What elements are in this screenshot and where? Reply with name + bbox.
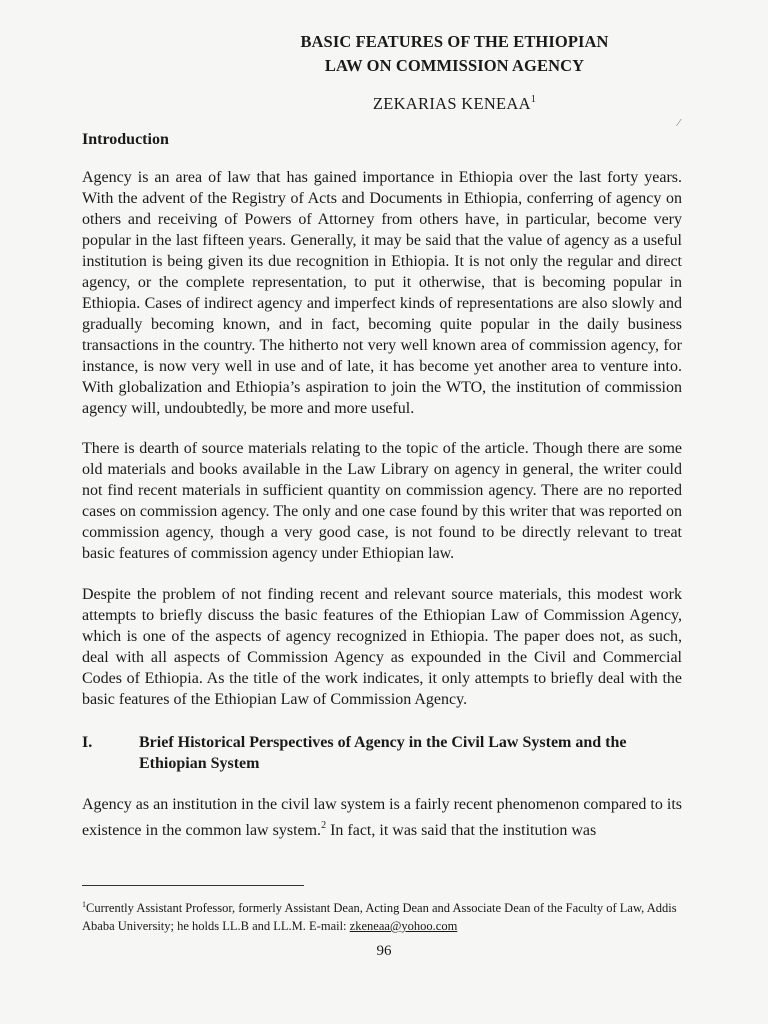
author-email-link[interactable]: zkeneaa@yohoo.com xyxy=(349,919,458,933)
section-1-paragraph xyxy=(82,794,682,841)
title-line-2: LAW ON COMMISSION AGENCY xyxy=(324,56,585,75)
article-title xyxy=(227,30,682,78)
footnote-ref-2: 2 xyxy=(321,820,327,831)
intro-paragraph-2: There is dearth of source materials relating to the topic of the article. Though there are some old materials and books available in the Law Library on agency in general, the writer could not find recent materials in sufficient quantity on commission agency. There are no reported cases on commission agency. The only and one case found by this writer that was reported on commission agency, though a very good case, is not found to be directly relevant to treat basic features of commission agency under Ethiopian law. xyxy=(82,440,682,562)
author-name xyxy=(227,94,682,114)
section-1-title: Brief Historical Perspectives of Agency in the Civil Law System and the Ethiopian System xyxy=(139,734,627,772)
author-footnote-marker: 1 xyxy=(530,94,537,105)
title-line-1: BASIC FEATURES OF THE ETHIOPIAN xyxy=(300,32,609,51)
footnote-1 xyxy=(82,896,682,935)
author-name-text: ZEKARIAS KENEAA xyxy=(372,94,531,113)
section-1-paragraph-end: In fact, it was said that the institution was xyxy=(326,822,597,839)
intro-paragraph-3: Despite the problem of not finding recent and relevant source materials, this modest work attempts to briefly discuss the basic features of the Ethiopian Law of Commission Agency, which is one of the aspects of agency recognized in Ethiopia. The paper does not, as such, deal with all aspects of Commission Agency as expounded in the Civil and Commercial Codes of Ethiopia. As the title of the work indicates, it only attempts to briefly deal with the basic features of the Ethiopian Law of Commission Agency. xyxy=(82,586,682,708)
footnote-1-text: Currently Assistant Professor, formerly Assistant Dean, Acting Dean and Associate Dean of the Faculty of Law, Addis Ababa University; he holds LL.B and LL.M. E-mail: xyxy=(82,901,677,933)
introduction-heading: Introduction xyxy=(82,131,169,148)
stray-mark: ⁄ xyxy=(678,118,680,129)
footnote-divider xyxy=(82,885,304,886)
footnote-1-marker: 1 xyxy=(82,900,86,909)
section-1-paragraph-start: Agency as an institution in the civil law system is a fairly recent phenomenon compared to its existence in the common law system. xyxy=(82,796,682,839)
intro-paragraph-1: Agency is an area of law that has gained importance in Ethiopia over the last forty years. With the advent of the Registry of Acts and Documents in Ethiopia, conferring of agency on others and receiving of Powers of Attorney from others have, in particular, become very popular in the last fifteen years. Generally, it may be said that the value of agency as a useful institution is being given its due recognition in Ethiopia. It is not only the regular and direct agency, or the complete representation, to put it otherwise, that is becoming popular in Ethiopia. Cases of indirect agency and imperfect kinds of representations are also slowly and gradually becoming known, and in fact, becoming quite popular in the daily business transactions in the country. The hitherto not very well known area of commission agency, for instance, is now very well in use and of late, it has become yet another area to venture into. With globalization and Ethiopia’s aspiration to join the WTO, the institution of commission agency will, undoubtedly, be more and more useful. xyxy=(82,169,682,417)
section-1-number: I. xyxy=(82,734,93,751)
section-1-heading xyxy=(82,732,682,774)
page-number: 96 xyxy=(376,943,392,959)
